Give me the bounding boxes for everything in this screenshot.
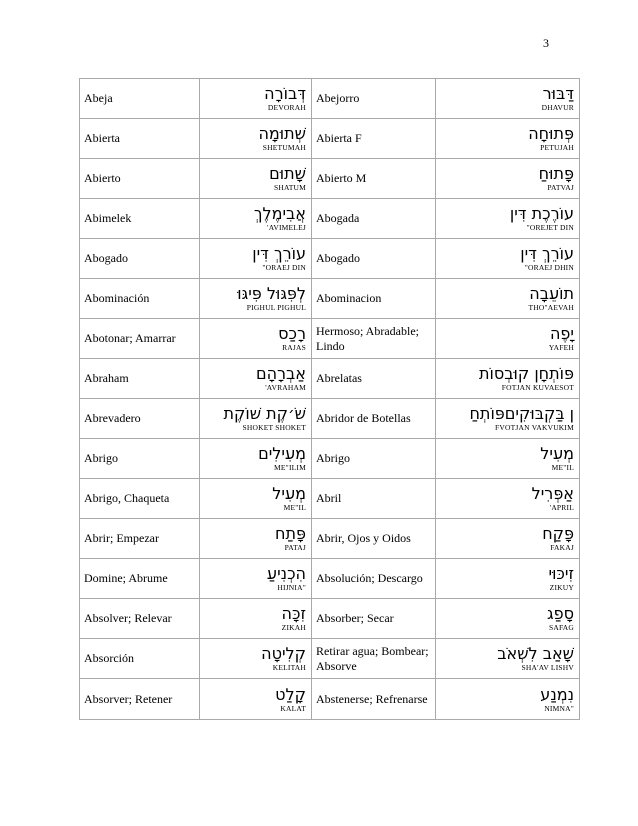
transliteration: ZIKUY [549,583,574,592]
vocabulary-rows [80,79,579,719]
hebrew-word: שָׁתוּם [269,164,306,183]
hebrew-cell [200,639,312,679]
transliteration: "ORAEJ DHIN [524,263,574,272]
hebrew-cell [200,279,312,319]
hebrew-word: אֲבִימֶלֶךְ [253,204,306,223]
spanish-term: Abogado [80,239,200,279]
hebrew-cell [436,639,579,679]
transliteration: SHOKET SHOKET [242,423,306,432]
spanish-term: Abril [312,479,436,519]
hebrew-word: פָּקַח [542,524,574,543]
transliteration: ME"IL [283,503,306,512]
hebrew-cell [436,559,579,599]
spanish-term: Absorver; Retener [80,679,200,719]
hebrew-word: פּוֹתְחָן קוּבְסוֹת [479,364,574,383]
hebrew-cell [200,159,312,199]
spanish-term: Abejorro [312,79,436,119]
table-row [80,439,579,479]
hebrew-cell [436,159,579,199]
spanish-term: Abrelatas [312,359,436,399]
spanish-term: Abominacion [312,279,436,319]
hebrew-cell [200,679,312,719]
hebrew-word: מְעִיל [540,444,574,463]
hebrew-cell [436,679,579,719]
spanish-term: Abominación [80,279,200,319]
spanish-term: Abimelek [80,199,200,239]
transliteration: 'AVIMELEJ [267,223,306,232]
vocabulary-table [79,78,580,720]
hebrew-word: לְפִּגּוּל פִּיגּוּ [237,284,306,303]
spanish-term: Abridor de Botellas [312,399,436,439]
transliteration: HIJNIA" [277,583,306,592]
transliteration: PIGHUL PIGHUL [246,303,306,312]
table-row [80,599,579,639]
transliteration: THO"AEVAH [528,303,574,312]
table-row [80,679,579,719]
table-row [80,639,579,679]
hebrew-word: דַּבּוּר [542,84,574,103]
table-row [80,479,579,519]
hebrew-word: קְלִיטָה [261,644,306,663]
hebrew-cell [200,519,312,559]
transliteration: "OREJET DIN [526,223,574,232]
transliteration: FVOTJAN VAKVUKIM [495,423,574,432]
hebrew-cell [436,199,579,239]
hebrew-word: עוֹרֶכֶת דִּין [509,204,574,223]
hebrew-word: אַבְרָהָם [255,364,306,383]
transliteration: "ORAEJ DIN [262,263,306,272]
transliteration: PATAJ [284,543,306,552]
transliteration: NIMNA" [544,703,574,713]
hebrew-word: יָפֶה [549,324,574,343]
spanish-term: Abrir; Empezar [80,519,200,559]
table-row [80,79,579,119]
hebrew-cell [436,599,579,639]
hebrew-word: פְּתוּחָה [528,124,574,143]
hebrew-word: פָּתוּחַ [538,164,574,183]
spanish-term: Abierta F [312,119,436,159]
transliteration: FAKAJ [550,543,574,552]
hebrew-word: פָּתַח [275,524,306,543]
page-number: 3 [543,36,549,50]
spanish-term: Abrigo [80,439,200,479]
spanish-term: Absolver; Relevar [80,599,200,639]
spanish-term: Domine; Abrume [80,559,200,599]
table-row [80,399,579,439]
transliteration: ME"IL [551,463,574,472]
hebrew-cell [200,479,312,519]
transliteration: PATVAJ [547,183,574,192]
hebrew-word: שָׁאַב לִשְׁאֹב [497,644,574,663]
spanish-term: Abrir, Ojos y Oidos [312,519,436,559]
hebrew-cell [200,239,312,279]
hebrew-cell [200,119,312,159]
hebrew-word: תוֹעֵבָה [529,284,574,303]
hebrew-word: אַפְּרִיל [531,484,574,503]
hebrew-cell [200,399,312,439]
hebrew-word: סָפַג [547,604,574,623]
transliteration: ZIKAH [281,623,306,632]
hebrew-cell [436,479,579,519]
spanish-term: Absolución; Descargo [312,559,436,599]
hebrew-cell [200,599,312,639]
hebrew-word: מְעִיל [272,484,306,503]
transliteration: RAJAS [282,343,306,352]
hebrew-cell [436,119,579,159]
spanish-term: Abierto [80,159,200,199]
hebrew-cell [200,359,312,399]
hebrew-word: זִכָּה [281,604,306,623]
spanish-term: Hermoso; Abradable; Lindo [312,319,436,359]
transliteration: SHA'AV LISHV [521,663,574,672]
hebrew-cell [436,399,579,439]
hebrew-cell [436,359,579,399]
hebrew-word: ן בַּקְבּוּקִיםפּוֹתְחַ [469,404,574,423]
spanish-term: Abogado [312,239,436,279]
spanish-term: Abstenerse; Refrenarse [312,679,436,719]
table-row [80,199,579,239]
hebrew-word: עוֹרֵךְ דִּין [520,244,574,263]
table-row [80,119,579,159]
spanish-term: Abotonar; Amarrar [80,319,200,359]
spanish-term: Absorber; Secar [312,599,436,639]
hebrew-cell [436,319,579,359]
table-row [80,559,579,599]
hebrew-cell [436,439,579,479]
spanish-term: Abogada [312,199,436,239]
hebrew-cell [200,79,312,119]
transliteration: 'AVRAHAM [265,383,306,392]
table-row [80,239,579,279]
spanish-term: Abrevadero [80,399,200,439]
transliteration: SAFAG [548,623,574,632]
transliteration: DHAVUR [541,103,574,112]
transliteration: PETUJAH [540,143,574,152]
table-row [80,519,579,559]
transliteration: KALAT [280,703,306,713]
transliteration: DEVORAH [267,103,306,112]
hebrew-cell [436,519,579,559]
spanish-term: Abierto M [312,159,436,199]
transliteration: SHATUM [273,183,306,192]
spanish-term: Abrigo, Chaqueta [80,479,200,519]
spanish-term: Abraham [80,359,200,399]
transliteration: SHETUMAH [262,143,306,152]
table-row [80,279,579,319]
spanish-term: Abeja [80,79,200,119]
transliteration: YAFEH [548,343,574,352]
hebrew-cell [200,199,312,239]
transliteration: 'APRIL [549,503,574,512]
spanish-term: Absorción [80,639,200,679]
transliteration: FOTJAN KUVAESOT [501,383,574,392]
spanish-term: Abrigo [312,439,436,479]
hebrew-cell [200,439,312,479]
hebrew-cell [200,559,312,599]
hebrew-word: נִמְנַע [540,684,574,704]
hebrew-word: מְעִילִים [258,444,306,463]
hebrew-word: קָלַט [275,684,306,704]
table-row [80,159,579,199]
hebrew-word: דְּבוֹרָה [264,84,306,103]
hebrew-cell [436,239,579,279]
hebrew-cell [200,319,312,359]
hebrew-word: הִכְנִיעַ [266,564,306,583]
table-row [80,359,579,399]
transliteration: KELITAH [272,663,306,672]
hebrew-word: רָכַס [278,324,306,343]
spanish-term: Retirar agua; Bombear; Absorve [312,639,436,679]
transliteration: ME"ILIM [274,463,306,472]
spanish-term: Abierta [80,119,200,159]
table-row [80,319,579,359]
hebrew-word: זִיכּוּי [548,564,574,583]
hebrew-word: עוֹרֵךְ דִּין [252,244,306,263]
hebrew-cell [436,279,579,319]
hebrew-cell [436,79,579,119]
hebrew-word: שְׁתוּמָה [258,124,306,143]
hebrew-word: שֹׁ׳קֶת שׁוֹקֶת [223,404,306,423]
